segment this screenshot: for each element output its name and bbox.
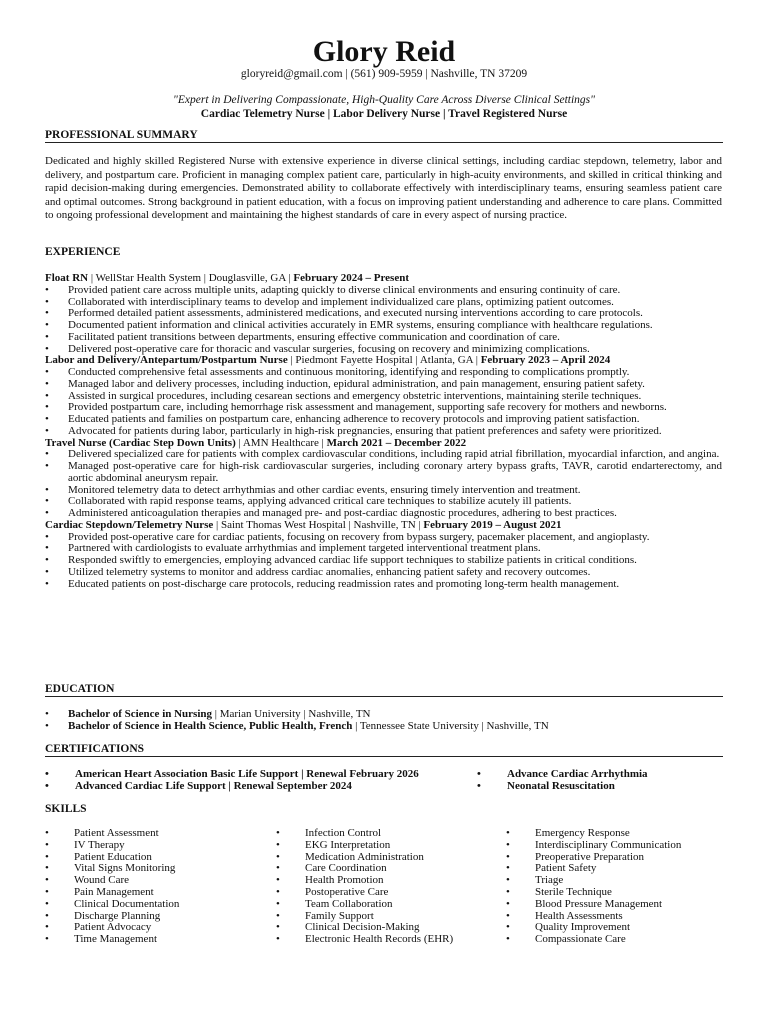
skill-item: • Medication Administration	[276, 852, 496, 864]
skill-item: • EKG Interpretation	[276, 840, 496, 852]
skill-item: • Vital Signs Monitoring	[45, 863, 265, 875]
skill-item: • Wound Care	[45, 875, 265, 887]
list-item: • Collaborated with rapid response teams, applying advanced critical care techniques to stabilize acutely ill patients.	[45, 496, 722, 508]
list-item: • Monitored telemetry data to detect arrhythmias and other cardiac events, ensuring timely intervention and treatment.	[45, 485, 722, 497]
list-item: • Managed labor and delivery processes, including induction, epidural administration, and pain management, ensuring patient safety.	[45, 379, 722, 391]
job-bullets	[45, 449, 722, 520]
skills-heading: SKILLS	[45, 803, 87, 815]
certification-item: • American Heart Association Basic Life Support | Renewal February 2026	[45, 769, 475, 781]
skill-item: • Team Collaboration	[276, 899, 496, 911]
skill-item: • Health Assessments	[506, 911, 726, 923]
job-dates: March 2021 – December 2022	[326, 436, 467, 449]
skill-item: • Clinical Decision-Making	[276, 922, 496, 934]
skill-item: • Sterile Technique	[506, 887, 726, 899]
list-item: • Provided postpartum care, including hemorrhage risk assessment and management, supporting safe recovery for mothers and newborns.	[45, 402, 722, 414]
skill-item: • Patient Education	[45, 852, 265, 864]
job-org: | WellStar Health System | Douglasville, GA |	[88, 272, 294, 284]
skill-item: • Electronic Health Records (EHR)	[276, 934, 496, 946]
contact-line: gloryreid@gmail.com | (561) 909-5959 | Nashville, TN 37209	[240, 68, 528, 80]
list-item: • Provided patient care across multiple units, adapting quickly to diverse clinical environments and ensuring continuity of care.	[45, 285, 722, 297]
skill-item: • Interdisciplinary Communication	[506, 840, 726, 852]
job-bullets	[45, 532, 722, 591]
skill-item: • Quality Improvement	[506, 922, 726, 934]
list-item: • Delivered post-operative care for thoracic and vascular surgeries, focusing on recovery and minimizing complications.	[45, 344, 722, 356]
experience-section	[45, 273, 722, 590]
skill-item: • Triage	[506, 875, 726, 887]
school: | Marian University | Nashville, TN	[212, 708, 371, 720]
job-header	[45, 520, 722, 532]
job-bullets	[45, 285, 722, 356]
skill-item: • Clinical Documentation	[45, 899, 265, 911]
list-item: • Collaborated with interdisciplinary teams to develop and implement individualized care plans, optimizing patient outcomes.	[45, 297, 722, 309]
list-item: • Educated patients and families on postpartum care, enhancing adherence to recovery protocols and improving patient satisfaction.	[45, 414, 722, 426]
list-item: • Educated patients on post-discharge care protocols, reducing readmission rates and promoting long-term health management.	[45, 579, 722, 591]
degree: Bachelor of Science in Nursing	[68, 708, 213, 720]
job-header	[45, 273, 722, 285]
list-item: • Administered anticoagulation therapies and managed pre- and post-cardiac diagnostic procedures, adhering to best practices.	[45, 508, 722, 520]
education-item	[45, 721, 722, 733]
certification-item: • Neonatal Resuscitation	[477, 781, 717, 793]
job-dates: February 2024 – Present	[293, 272, 410, 284]
skill-item: • Discharge Planning	[45, 911, 265, 923]
skill-item: • Patient Advocacy	[45, 922, 265, 934]
skill-item: • Pain Management	[45, 887, 265, 899]
job-title: Cardiac Stepdown/Telemetry Nurse	[45, 518, 214, 531]
summary-heading: PROFESSIONAL SUMMARY	[45, 129, 723, 143]
experience-heading: EXPERIENCE	[45, 246, 121, 258]
job-title: Float RN	[45, 272, 89, 284]
school: | Tennessee State University | Nashville, TN	[352, 719, 549, 732]
list-item: • Managed post-operative care for high-risk cardiovascular surgeries, including coronary artery bypass grafts, TAVR, carotid endarterectomy, and aortic abdominal aneurysm repair.	[45, 461, 722, 485]
list-item: • Delivered specialized care for patients with complex cardiovascular conditions, including rapid atrial fibrillation, myocardial infarction, and angina.	[45, 449, 722, 461]
skill-item: • IV Therapy	[45, 840, 265, 852]
summary-text: Dedicated and highly skilled Registered Nurse with extensive experience in diverse clinical settings, including cardiac stepdown, telemetry, labor and delivery, and postpartum care. Proficient in managing complex patient care, particularly in high-acuity environments, and skilled in critical thinking and rapid decision-making during emergencies. Demonstrated ability to collaborate effectively with interdisciplinary teams, ensuring seamless patient care and optimal outcomes. Strong background in patient education, with a focus on improving patient understanding and adherence to care plans. Committed to ongoing professional development and maintaining the highest standards of care in every aspect of nursing practice.	[45, 155, 722, 222]
list-item: • Facilitated patient transitions between departments, ensuring effective communication and coordination of care.	[45, 332, 722, 344]
skill-item: • Postoperative Care	[276, 887, 496, 899]
list-item: • Advocated for patients during labor, particularly in high-risk pregnancies, ensuring that patient preferences and safety were prioritized.	[45, 426, 722, 438]
list-item: • Performed detailed patient assessments, administered medications, and executed nursing interventions according to care protocols.	[45, 308, 722, 320]
skill-item: • Compassionate Care	[506, 934, 726, 946]
skill-item: • Preoperative Preparation	[506, 852, 726, 864]
job-title: Labor and Delivery/Antepartum/Postpartum Nurse	[45, 354, 288, 367]
list-item: • Utilized telemetry systems to monitor and address cardiac anomalies, enhancing patient safety and recovery outcomes.	[45, 567, 722, 579]
job-dates: February 2023 – April 2024	[480, 354, 611, 367]
list-item: • Partnered with cardiologists to evaluate arrhythmias and implement targeted interventional treatment plans.	[45, 543, 722, 555]
education-list	[45, 709, 722, 733]
skill-item: • Time Management	[45, 934, 265, 946]
degree: Bachelor of Science in Health Science, Public Health, French	[68, 719, 353, 732]
education-heading: EDUCATION	[45, 683, 723, 697]
skill-item: • Family Support	[276, 911, 496, 923]
skill-item: • Blood Pressure Management	[506, 899, 726, 911]
list-item: • Responded swiftly to emergencies, employing advanced cardiac life support techniques to stabilize patients in critical conditions.	[45, 555, 722, 567]
certifications-heading: CERTIFICATIONS	[45, 743, 723, 757]
skill-item: • Infection Control	[276, 828, 496, 840]
skill-item: • Patient Safety	[506, 863, 726, 875]
target-roles: Cardiac Telemetry Nurse | Labor Delivery Nurse | Travel Registered Nurse	[200, 108, 568, 120]
tagline: "Expert in Delivering Compassionate, High-Quality Care Across Diverse Clinical Settings"	[173, 94, 595, 106]
skill-item: • Patient Assessment	[45, 828, 265, 840]
job-bullets	[45, 367, 722, 438]
job-org: | Saint Thomas West Hospital | Nashville, TN |	[213, 518, 424, 531]
list-item: • Assisted in surgical procedures, including cesarean sections and emergency obstetric interventions, maintaining sterile techniques.	[45, 391, 722, 403]
skill-item: • Health Promotion	[276, 875, 496, 887]
certification-item: • Advance Cardiac Arrhythmia	[477, 769, 717, 781]
list-item: • Documented patient information and clinical activities accurately in EMR systems, ensuring compliance with healthcare regulations.	[45, 320, 722, 332]
candidate-name: Glory Reid	[312, 35, 456, 68]
job-org: | Piedmont Fayette Hospital | Atlanta, GA |	[287, 354, 481, 367]
job-title: Travel Nurse (Cardiac Step Down Units)	[45, 436, 236, 449]
skill-item: • Care Coordination	[276, 863, 496, 875]
skill-item: • Emergency Response	[506, 828, 726, 840]
list-item: • Conducted comprehensive fetal assessments and continuous monitoring, identifying and responding to complications promptly.	[45, 367, 722, 379]
certification-item: • Advanced Cardiac Life Support | Renewal September 2024	[45, 781, 475, 793]
list-item: • Provided post-operative care for cardiac patients, focusing on recovery from bypass surgery, pacemaker placement, and angioplasty.	[45, 532, 722, 544]
job-dates: February 2019 – August 2021	[423, 518, 562, 531]
job-org: | AMN Healthcare |	[235, 436, 327, 449]
